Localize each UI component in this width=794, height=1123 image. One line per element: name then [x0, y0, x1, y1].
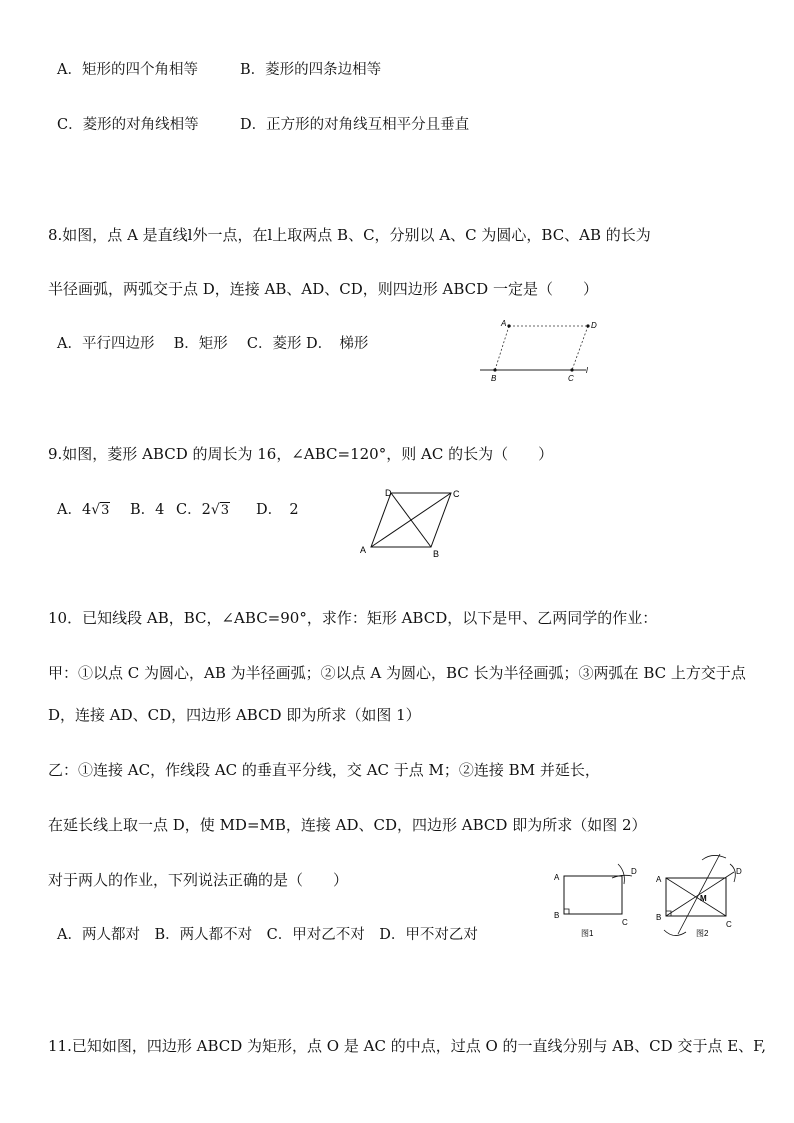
label-a: A [554, 873, 560, 882]
segment-ab [495, 326, 509, 370]
label-a: A [501, 319, 507, 328]
q9-option-a-radicand: 3 [101, 503, 110, 518]
label-b: B [433, 549, 440, 559]
perpendicular-bisector [678, 854, 720, 934]
sqrt-symbol: √3 [210, 502, 230, 518]
q7-option-a: A．矩形的四个角相等 [57, 62, 198, 78]
label-b: B [656, 913, 662, 922]
label-c: C [726, 920, 732, 929]
q7-option-b: B．菱形的四条边相等 [240, 62, 382, 78]
label-a: A [360, 545, 367, 555]
label-d: D [385, 488, 392, 498]
q7-option-c: C．菱形的对角线相等 [57, 117, 199, 133]
q10-figure-1 [548, 856, 648, 941]
rectangle-abcd [564, 876, 622, 914]
q10-question: 对于两人的作业，下列说法正确的是（ ） [48, 871, 349, 889]
label-l: l [586, 366, 588, 375]
q10-stem: 10．已知线段 AB，BC，∠ABC=90°，求作：矩形 ABCD，以下是甲、乙两同学的作业： [48, 609, 658, 627]
fig1-caption: 图1 [581, 929, 594, 938]
label-c: C [568, 374, 574, 383]
point-a [507, 324, 510, 327]
q9-option-c-radicand: 3 [220, 503, 230, 518]
label-d: D [591, 321, 597, 330]
point-b [493, 368, 496, 371]
q9-option-b: B．4 [130, 502, 165, 518]
label-b: B [491, 374, 497, 383]
sqrt-symbol: √3 [91, 502, 110, 518]
arc-top [702, 855, 726, 860]
fig2-caption: 图2 [696, 929, 709, 938]
q9-stem: 9.如图，菱形 ABCD 的周长为 16，∠ABC=120°，则 AC 的长为（ ） [48, 445, 554, 463]
q8-options: A．平行四边形 B．矩形 C．菱形 D． 梯形 [57, 336, 369, 352]
label-d: D [631, 867, 637, 876]
point-d [586, 324, 589, 327]
label-c: C [622, 918, 628, 927]
point-c [570, 368, 573, 371]
q7-option-d: D．正方形的对角线互相平分且垂直 [240, 117, 470, 133]
q9-option-d: D． 2 [256, 502, 299, 518]
arc-from-c [618, 864, 624, 884]
q11-stem: 11.已知如图，四边形 ABCD 为矩形，点 O 是 AC 的中点，过点 O 的一直线分别与 AB、CD 交于点 E、F, [48, 1037, 766, 1055]
right-angle-mark [564, 909, 569, 914]
label-m: M [700, 894, 707, 903]
q10-options: A．两人都对 B．两人都不对 C．甲对乙不对 D．甲不对乙对 [57, 927, 478, 943]
label-a: A [656, 875, 662, 884]
diagonal-bd [391, 493, 431, 547]
q8-stem-line1: 8.如图，点 A 是直线l外一点，在l上取两点 B、C，分别以 A、C 为圆心，BC、AB 的长为 [48, 226, 651, 244]
segment-cd [572, 326, 588, 370]
q8-figure [478, 316, 598, 386]
q10-yi-line2: 在延长线上取一点 D，使 MD=MB，连接 AD、CD，四边形 ABCD 即为所求（如图 2） [48, 816, 647, 834]
q10-figure-2 [650, 848, 760, 948]
arc-bottom [664, 930, 686, 936]
q9-figure [355, 485, 465, 560]
q10-jia-line1: 甲：①以点 C 为圆心，AB 为半径画弧；②以点 A 为圆心，BC 长为半径画弧；③两弧在 BC 上方交于点 [48, 664, 746, 682]
q9-option-c [176, 500, 230, 521]
q9-option-a [57, 500, 110, 521]
q9-option-c-prefix: C．2 [176, 502, 211, 518]
q10-yi-line1: 乙：①连接 AC，作线段 AC 的垂直平分线，交 AC 于点 M；②连接 BM 并延长， [48, 761, 600, 779]
q10-jia-line2: D，连接 AD、CD，四边形 ABCD 即为所求（如图 1） [48, 706, 421, 724]
q8-stem-line2: 半径画弧，两弧交于点 D，连接 AB、AD、CD，则四边形 ABCD 一定是（ ） [48, 280, 598, 298]
label-b: B [554, 911, 560, 920]
label-d: D [736, 867, 742, 876]
label-c: C [453, 489, 460, 499]
q9-option-a-prefix: A．4 [57, 502, 92, 518]
